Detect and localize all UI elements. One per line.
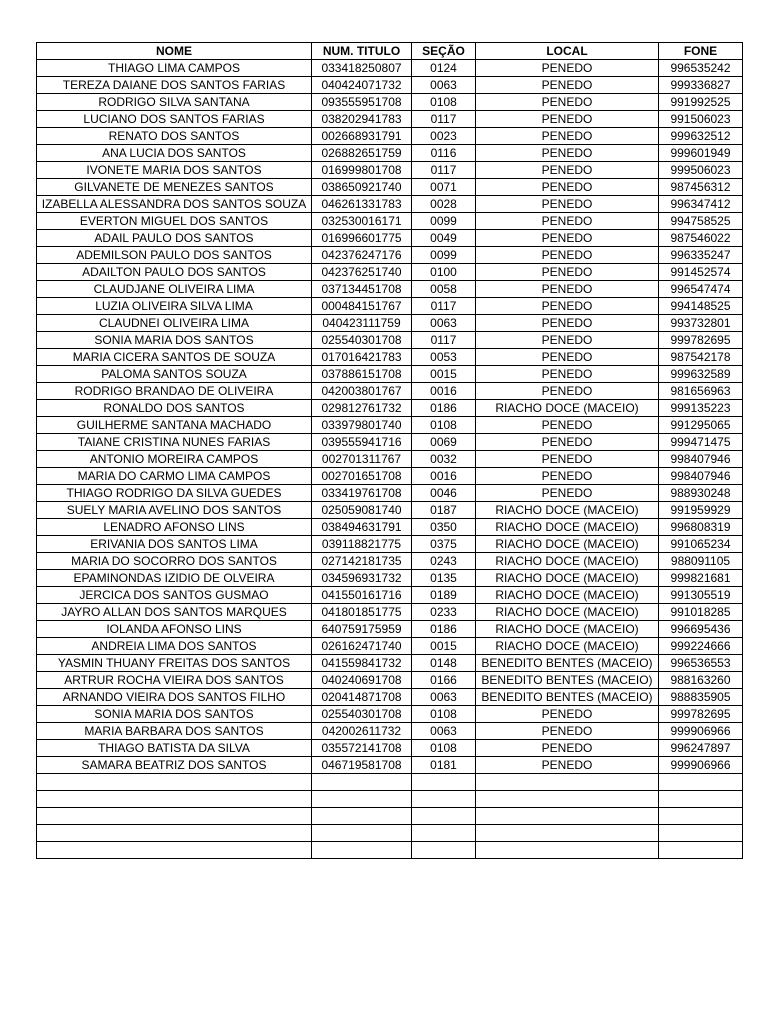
cell-secao: 0189 — [412, 587, 476, 604]
cell-fone: 999632589 — [659, 366, 743, 383]
cell-fone: 999782695 — [659, 332, 743, 349]
cell-fone: 994148525 — [659, 298, 743, 315]
cell-num-titulo: 041550161716 — [312, 587, 412, 604]
cell-num-titulo: 037886151708 — [312, 366, 412, 383]
cell-nome: SUELY MARIA AVELINO DOS SANTOS — [37, 502, 312, 519]
cell-secao: 0049 — [412, 230, 476, 247]
cell-fone: 999224666 — [659, 638, 743, 655]
cell-secao: 0028 — [412, 196, 476, 213]
cell-nome: ANA LUCIA DOS SANTOS — [37, 145, 312, 162]
table-row — [37, 536, 743, 553]
cell-fone: 999336827 — [659, 77, 743, 94]
cell-fone: 999632512 — [659, 128, 743, 145]
table-row — [37, 519, 743, 536]
cell-fone: 987456312 — [659, 179, 743, 196]
cell-local — [476, 808, 659, 825]
cell-local: PENEDO — [476, 162, 659, 179]
table-row — [37, 145, 743, 162]
table-row — [37, 128, 743, 145]
cell-local: PENEDO — [476, 366, 659, 383]
table-row — [37, 553, 743, 570]
cell-fone: 996808319 — [659, 519, 743, 536]
table-row — [37, 502, 743, 519]
cell-fone: 999906966 — [659, 757, 743, 774]
cell-nome: LUCIANO DOS SANTOS FARIAS — [37, 111, 312, 128]
cell-fone: 991959929 — [659, 502, 743, 519]
table-row — [37, 689, 743, 706]
cell-fone: 996247897 — [659, 740, 743, 757]
cell-local: PENEDO — [476, 757, 659, 774]
cell-nome: EPAMINONDAS IZIDIO DE OLVEIRA — [37, 570, 312, 587]
cell-fone: 996547474 — [659, 281, 743, 298]
cell-fone: 991295065 — [659, 417, 743, 434]
cell-num-titulo: 038650921740 — [312, 179, 412, 196]
table-row — [37, 400, 743, 417]
cell-num-titulo: 040240691708 — [312, 672, 412, 689]
cell-nome: GILVANETE DE MENEZES SANTOS — [37, 179, 312, 196]
cell-nome: ARTRUR ROCHA VIEIRA DOS SANTOS — [37, 672, 312, 689]
cell-local — [476, 791, 659, 808]
table-row — [37, 468, 743, 485]
cell-secao — [412, 842, 476, 859]
cell-nome: JERCICA DOS SANTOS GUSMAO — [37, 587, 312, 604]
table-row — [37, 774, 743, 791]
table-row — [37, 247, 743, 264]
cell-num-titulo: 025059081740 — [312, 502, 412, 519]
cell-local: RIACHO DOCE (MACEIO) — [476, 553, 659, 570]
cell-local: PENEDO — [476, 298, 659, 315]
cell-secao: 0046 — [412, 485, 476, 502]
table-row — [37, 264, 743, 281]
cell-secao: 0063 — [412, 77, 476, 94]
cell-num-titulo: 039555941716 — [312, 434, 412, 451]
cell-local: PENEDO — [476, 706, 659, 723]
cell-secao: 0032 — [412, 451, 476, 468]
header-row — [37, 43, 743, 60]
cell-num-titulo: 032530016171 — [312, 213, 412, 230]
cell-nome: RENATO DOS SANTOS — [37, 128, 312, 145]
cell-fone: 981656963 — [659, 383, 743, 400]
cell-fone: 996335247 — [659, 247, 743, 264]
table-row — [37, 655, 743, 672]
cell-fone — [659, 808, 743, 825]
cell-local: PENEDO — [476, 485, 659, 502]
table-row — [37, 570, 743, 587]
cell-nome: EVERTON MIGUEL DOS SANTOS — [37, 213, 312, 230]
cell-num-titulo: 017016421783 — [312, 349, 412, 366]
cell-fone: 988930248 — [659, 485, 743, 502]
cell-local: RIACHO DOCE (MACEIO) — [476, 638, 659, 655]
cell-fone: 991506023 — [659, 111, 743, 128]
cell-fone: 999601949 — [659, 145, 743, 162]
cell-secao: 0063 — [412, 723, 476, 740]
cell-local: PENEDO — [476, 264, 659, 281]
table-row — [37, 179, 743, 196]
cell-local: PENEDO — [476, 145, 659, 162]
table-row — [37, 315, 743, 332]
cell-nome — [37, 808, 312, 825]
cell-num-titulo: 038202941783 — [312, 111, 412, 128]
cell-nome — [37, 791, 312, 808]
cell-fone: 987546022 — [659, 230, 743, 247]
cell-secao: 0108 — [412, 740, 476, 757]
cell-secao: 0099 — [412, 247, 476, 264]
cell-secao: 0181 — [412, 757, 476, 774]
cell-secao — [412, 791, 476, 808]
cell-secao: 0135 — [412, 570, 476, 587]
cell-num-titulo: 041559841732 — [312, 655, 412, 672]
cell-nome: LENADRO AFONSO LINS — [37, 519, 312, 536]
cell-nome: ANDREIA LIMA DOS SANTOS — [37, 638, 312, 655]
cell-nome: RODRIGO SILVA SANTANA — [37, 94, 312, 111]
cell-nome: ADAILTON PAULO DOS SANTOS — [37, 264, 312, 281]
cell-local: BENEDITO BENTES (MACEIO) — [476, 689, 659, 706]
cell-num-titulo: 038494631791 — [312, 519, 412, 536]
cell-nome: MARIA DO SOCORRO DOS SANTOS — [37, 553, 312, 570]
cell-nome: ADEMILSON PAULO DOS SANTOS — [37, 247, 312, 264]
cell-num-titulo: 002701651708 — [312, 468, 412, 485]
cell-fone: 998407946 — [659, 451, 743, 468]
cell-fone: 987542178 — [659, 349, 743, 366]
cell-local — [476, 825, 659, 842]
cell-fone: 991992525 — [659, 94, 743, 111]
cell-fone: 988163260 — [659, 672, 743, 689]
cell-secao: 0053 — [412, 349, 476, 366]
cell-nome: GUILHERME SANTANA MACHADO — [37, 417, 312, 434]
cell-fone: 988835905 — [659, 689, 743, 706]
cell-nome: TAIANE CRISTINA NUNES FARIAS — [37, 434, 312, 451]
cell-local: PENEDO — [476, 332, 659, 349]
cell-local: PENEDO — [476, 77, 659, 94]
cell-fone: 996347412 — [659, 196, 743, 213]
table-row — [37, 281, 743, 298]
cell-num-titulo — [312, 842, 412, 859]
cell-local: PENEDO — [476, 281, 659, 298]
table-row — [37, 111, 743, 128]
cell-secao: 0071 — [412, 179, 476, 196]
cell-nome: LUZIA OLIVEIRA SILVA LIMA — [37, 298, 312, 315]
table-row — [37, 451, 743, 468]
cell-secao: 0058 — [412, 281, 476, 298]
cell-secao: 0015 — [412, 638, 476, 655]
table-row — [37, 77, 743, 94]
cell-fone: 999135223 — [659, 400, 743, 417]
cell-num-titulo: 042002611732 — [312, 723, 412, 740]
cell-fone: 991305519 — [659, 587, 743, 604]
cell-secao: 0063 — [412, 689, 476, 706]
cell-secao: 0117 — [412, 111, 476, 128]
cell-nome: SAMARA BEATRIZ DOS SANTOS — [37, 757, 312, 774]
cell-nome: TEREZA DAIANE DOS SANTOS FARIAS — [37, 77, 312, 94]
cell-nome: ANTONIO MOREIRA CAMPOS — [37, 451, 312, 468]
cell-fone: 998407946 — [659, 468, 743, 485]
table-row — [37, 740, 743, 757]
cell-local: PENEDO — [476, 740, 659, 757]
cell-num-titulo: 035572141708 — [312, 740, 412, 757]
cell-secao: 0116 — [412, 145, 476, 162]
table-body — [37, 60, 743, 859]
cell-local: RIACHO DOCE (MACEIO) — [476, 587, 659, 604]
table-row — [37, 417, 743, 434]
cell-local: PENEDO — [476, 723, 659, 740]
cell-fone: 991452574 — [659, 264, 743, 281]
cell-nome: YASMIN THUANY FREITAS DOS SANTOS — [37, 655, 312, 672]
cell-nome: IOLANDA AFONSO LINS — [37, 621, 312, 638]
table-row — [37, 808, 743, 825]
cell-local: RIACHO DOCE (MACEIO) — [476, 621, 659, 638]
cell-secao: 0186 — [412, 400, 476, 417]
table-row — [37, 842, 743, 859]
cell-secao: 0100 — [412, 264, 476, 281]
cell-num-titulo: 042376247176 — [312, 247, 412, 264]
cell-local: PENEDO — [476, 451, 659, 468]
cell-num-titulo — [312, 808, 412, 825]
cell-local: BENEDITO BENTES (MACEIO) — [476, 672, 659, 689]
cell-num-titulo: 033419761708 — [312, 485, 412, 502]
cell-local: PENEDO — [476, 128, 659, 145]
cell-local: RIACHO DOCE (MACEIO) — [476, 604, 659, 621]
cell-nome: IVONETE MARIA DOS SANTOS — [37, 162, 312, 179]
cell-local: PENEDO — [476, 315, 659, 332]
cell-secao: 0108 — [412, 94, 476, 111]
table-row — [37, 60, 743, 77]
table-row — [37, 94, 743, 111]
cell-num-titulo: 037134451708 — [312, 281, 412, 298]
cell-fone: 999782695 — [659, 706, 743, 723]
cell-fone: 993732801 — [659, 315, 743, 332]
cell-num-titulo: 046261331783 — [312, 196, 412, 213]
cell-nome: MARIA CICERA SANTOS DE SOUZA — [37, 349, 312, 366]
cell-secao: 0108 — [412, 706, 476, 723]
cell-fone: 996535242 — [659, 60, 743, 77]
cell-secao: 0148 — [412, 655, 476, 672]
cell-nome: SONIA MARIA DOS SANTOS — [37, 332, 312, 349]
cell-num-titulo: 002668931791 — [312, 128, 412, 145]
cell-local: PENEDO — [476, 468, 659, 485]
cell-nome: ADAIL PAULO DOS SANTOS — [37, 230, 312, 247]
header-secao: SEÇÃO — [412, 43, 476, 60]
header-num-titulo: NUM. TITULO — [312, 43, 412, 60]
cell-local: PENEDO — [476, 213, 659, 230]
cell-num-titulo: 042003801767 — [312, 383, 412, 400]
cell-fone — [659, 842, 743, 859]
cell-secao: 0117 — [412, 298, 476, 315]
cell-local — [476, 842, 659, 859]
cell-local: PENEDO — [476, 417, 659, 434]
cell-local: PENEDO — [476, 230, 659, 247]
cell-num-titulo: 040424071732 — [312, 77, 412, 94]
cell-fone — [659, 791, 743, 808]
table-row — [37, 757, 743, 774]
cell-nome — [37, 774, 312, 791]
cell-fone: 991018285 — [659, 604, 743, 621]
cell-secao: 0016 — [412, 468, 476, 485]
cell-nome: IZABELLA ALESSANDRA DOS SANTOS SOUZA — [37, 196, 312, 213]
table-row — [37, 723, 743, 740]
cell-num-titulo: 029812761732 — [312, 400, 412, 417]
cell-nome: RODRIGO BRANDAO DE OLIVEIRA — [37, 383, 312, 400]
cell-fone: 999471475 — [659, 434, 743, 451]
cell-secao: 0015 — [412, 366, 476, 383]
cell-secao: 0375 — [412, 536, 476, 553]
cell-fone: 994758525 — [659, 213, 743, 230]
cell-num-titulo: 033418250807 — [312, 60, 412, 77]
cell-fone: 988091105 — [659, 553, 743, 570]
cell-num-titulo: 033979801740 — [312, 417, 412, 434]
table-row — [37, 230, 743, 247]
table-row — [37, 825, 743, 842]
cell-local: PENEDO — [476, 196, 659, 213]
cell-secao: 0233 — [412, 604, 476, 621]
cell-local: PENEDO — [476, 60, 659, 77]
cell-fone — [659, 774, 743, 791]
cell-num-titulo: 046719581708 — [312, 757, 412, 774]
cell-local: RIACHO DOCE (MACEIO) — [476, 519, 659, 536]
header-nome: NOME — [37, 43, 312, 60]
cell-secao: 0166 — [412, 672, 476, 689]
cell-nome: PALOMA SANTOS SOUZA — [37, 366, 312, 383]
table-row — [37, 434, 743, 451]
cell-secao: 0108 — [412, 417, 476, 434]
cell-num-titulo: 020414871708 — [312, 689, 412, 706]
cell-secao: 0124 — [412, 60, 476, 77]
table-row — [37, 383, 743, 400]
cell-local: PENEDO — [476, 179, 659, 196]
cell-num-titulo: 041801851775 — [312, 604, 412, 621]
header-local: LOCAL — [476, 43, 659, 60]
cell-num-titulo: 000484151767 — [312, 298, 412, 315]
table-row — [37, 213, 743, 230]
cell-nome: THIAGO BATISTA DA SILVA — [37, 740, 312, 757]
table-row — [37, 349, 743, 366]
cell-num-titulo — [312, 791, 412, 808]
cell-secao: 0063 — [412, 315, 476, 332]
cell-num-titulo — [312, 825, 412, 842]
table-row — [37, 332, 743, 349]
cell-fone: 999821681 — [659, 570, 743, 587]
cell-local: PENEDO — [476, 247, 659, 264]
header-fone: FONE — [659, 43, 743, 60]
cell-secao: 0069 — [412, 434, 476, 451]
cell-nome — [37, 825, 312, 842]
cell-secao: 0350 — [412, 519, 476, 536]
cell-num-titulo: 640759175959 — [312, 621, 412, 638]
cell-num-titulo: 039118821775 — [312, 536, 412, 553]
cell-nome: MARIA DO CARMO LIMA CAMPOS — [37, 468, 312, 485]
cell-nome: JAYRO ALLAN DOS SANTOS MARQUES — [37, 604, 312, 621]
cell-secao: 0016 — [412, 383, 476, 400]
cell-nome: ARNANDO VIEIRA DOS SANTOS FILHO — [37, 689, 312, 706]
cell-nome: CLAUDJANE OLIVEIRA LIMA — [37, 281, 312, 298]
cell-local: PENEDO — [476, 111, 659, 128]
cell-local: PENEDO — [476, 349, 659, 366]
cell-secao: 0243 — [412, 553, 476, 570]
cell-secao: 0186 — [412, 621, 476, 638]
cell-local: RIACHO DOCE (MACEIO) — [476, 570, 659, 587]
table-row — [37, 196, 743, 213]
cell-nome — [37, 842, 312, 859]
cell-num-titulo: 025540301708 — [312, 706, 412, 723]
cell-num-titulo: 042376251740 — [312, 264, 412, 281]
table-row — [37, 366, 743, 383]
cell-secao — [412, 808, 476, 825]
cell-num-titulo: 026882651759 — [312, 145, 412, 162]
table-row — [37, 298, 743, 315]
contacts-table — [36, 42, 743, 859]
cell-local: RIACHO DOCE (MACEIO) — [476, 536, 659, 553]
cell-num-titulo — [312, 774, 412, 791]
table-row — [37, 485, 743, 502]
cell-num-titulo: 034596931732 — [312, 570, 412, 587]
cell-local: PENEDO — [476, 434, 659, 451]
cell-local: PENEDO — [476, 94, 659, 111]
cell-secao: 0099 — [412, 213, 476, 230]
table-row — [37, 672, 743, 689]
cell-num-titulo: 093555951708 — [312, 94, 412, 111]
cell-num-titulo: 026162471740 — [312, 638, 412, 655]
cell-secao — [412, 825, 476, 842]
cell-fone: 991065234 — [659, 536, 743, 553]
cell-nome: CLAUDNEI OLIVEIRA LIMA — [37, 315, 312, 332]
table-row — [37, 587, 743, 604]
cell-local: RIACHO DOCE (MACEIO) — [476, 400, 659, 417]
cell-local: BENEDITO BENTES (MACEIO) — [476, 655, 659, 672]
table-row — [37, 638, 743, 655]
cell-fone: 999906966 — [659, 723, 743, 740]
cell-local: PENEDO — [476, 383, 659, 400]
cell-num-titulo: 016996601775 — [312, 230, 412, 247]
cell-secao — [412, 774, 476, 791]
cell-num-titulo: 025540301708 — [312, 332, 412, 349]
cell-secao: 0117 — [412, 162, 476, 179]
cell-nome: THIAGO RODRIGO DA SILVA GUEDES — [37, 485, 312, 502]
cell-secao: 0023 — [412, 128, 476, 145]
table-row — [37, 162, 743, 179]
cell-nome: RONALDO DOS SANTOS — [37, 400, 312, 417]
cell-secao: 0187 — [412, 502, 476, 519]
cell-num-titulo: 016999801708 — [312, 162, 412, 179]
cell-nome: THIAGO LIMA CAMPOS — [37, 60, 312, 77]
cell-nome: ERIVANIA DOS SANTOS LIMA — [37, 536, 312, 553]
cell-fone — [659, 825, 743, 842]
table-row — [37, 621, 743, 638]
cell-num-titulo: 002701311767 — [312, 451, 412, 468]
cell-local — [476, 774, 659, 791]
cell-num-titulo: 027142181735 — [312, 553, 412, 570]
cell-secao: 0117 — [412, 332, 476, 349]
cell-fone: 999506023 — [659, 162, 743, 179]
table-row — [37, 791, 743, 808]
table-row — [37, 604, 743, 621]
cell-nome: SONIA MARIA DOS SANTOS — [37, 706, 312, 723]
cell-fone: 996695436 — [659, 621, 743, 638]
cell-nome: MARIA BARBARA DOS SANTOS — [37, 723, 312, 740]
cell-local: RIACHO DOCE (MACEIO) — [476, 502, 659, 519]
table-row — [37, 706, 743, 723]
cell-fone: 996536553 — [659, 655, 743, 672]
cell-num-titulo: 040423111759 — [312, 315, 412, 332]
